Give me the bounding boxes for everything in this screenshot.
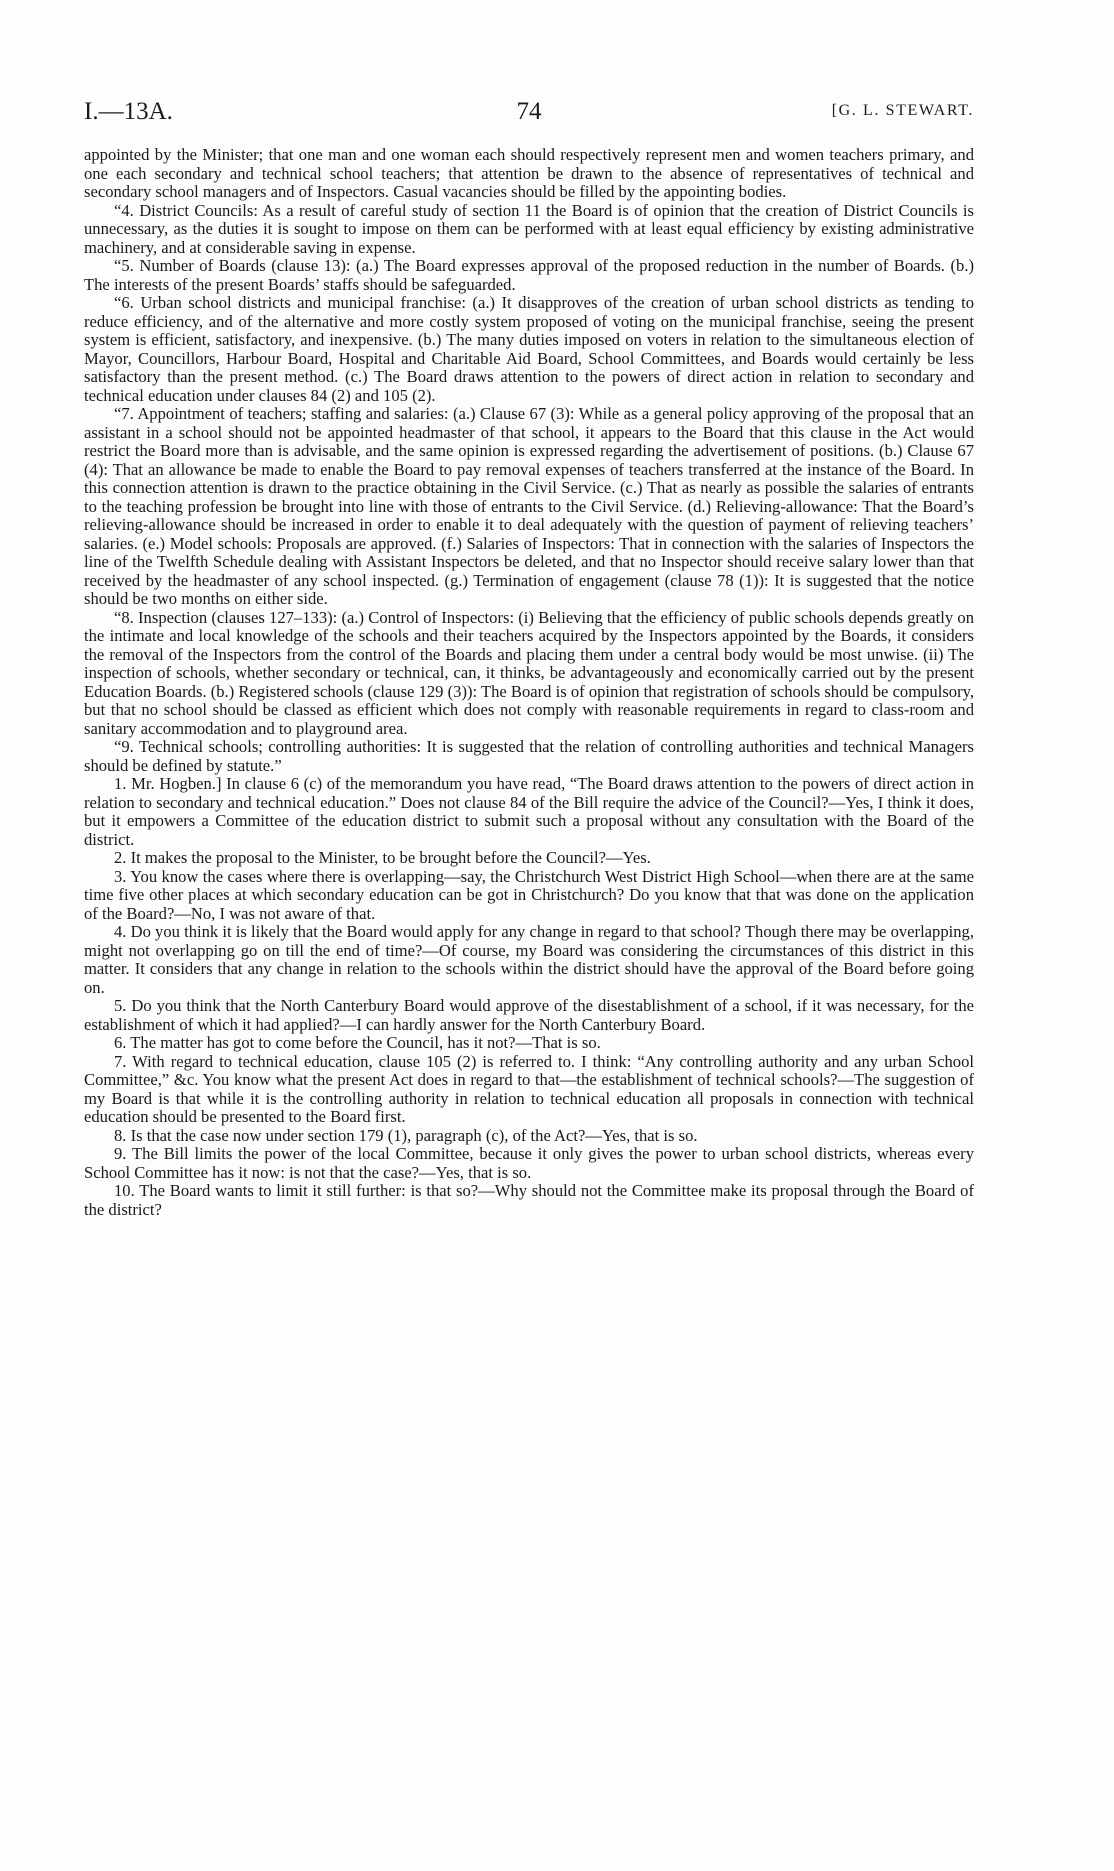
question-6: 6. The matter has got to come before the Council, has it not?—That is so. bbox=[114, 1033, 601, 1052]
paragraph-urban-school-districts: “6. Urban school districts and municipal franchise: (a.) It disapproves of the creation of urban school districts as tending to reduce efficiency, and of the alternative and more costly system proposed of voting on the municipal franchise, seeing the present system is efficient, satisfactory, and inexpensive. (b.) The many duties imposed on voters in relation to the simultaneous election of Mayor, Councillors, Harbour Board, Hospital and Charitable Aid Board, School Committees, and Boards would certainly be less satisfactory than the present method. (c.) The Board draws attention to the powers of direct action in relation to secondary and technical education under clauses 84 (2) and 105 (2). bbox=[84, 293, 974, 405]
question-4: 4. Do you think it is likely that the Board would apply for any change in regard to that school? Though there may be overlapping, might not overlapping go on till the end of time?—Of course, my Board was considering the circumstances of this district in this matter. It considers that any change in relation to the schools within the district should have the approval of the Board before going on. bbox=[84, 922, 974, 997]
question-9: 9. The Bill limits the power of the local Committee, because it only gives the power to urban school districts, whereas every School Committee has it now: is not that the case?—Yes, that is so. bbox=[84, 1144, 974, 1182]
paragraph-number-of-boards: “5. Number of Boards (clause 13): (a.) The Board expresses approval of the proposed reduction in the number of Boards. (b.) The interests of the present Boards’ staffs should be safeguarded. bbox=[84, 256, 974, 294]
paragraph-continuation: appointed by the Minister; that one man and one woman each should respectively represent men and women teachers primary, and one each secondary and technical school teachers; that attention be drawn to the absence of representatives of technical and secondary school managers and of Inspectors. Casual vacancies should be filled by the appointing bodies. bbox=[84, 145, 974, 201]
question-7: 7. With regard to technical education, clause 105 (2) is referred to. I think: “Any controlling authority and any urban School Committee,” &c. You know what the present Act does in regard to that—the establishment of technical schools?—The suggestion of my Board is that while it is the controlling authority in relation to technical education all proposals in connection with technical education should be presented to the Board first. bbox=[84, 1051, 974, 1126]
question-5: 5. Do you think that the North Canterbury Board would approve of the disestablishment of a school, if it was necessary, for the establishment of which it had applied?—I can hardly answer for the North Canterbury Board. bbox=[84, 996, 974, 1034]
question-3: 3. You know the cases where there is overlapping—say, the Christchurch West District High School—when there are at the same time five other places at which secondary education can be got in Christchurch? Do you know that that was done on the application of the Board?—No, I was not aware of that. bbox=[84, 866, 974, 923]
body-text bbox=[84, 146, 974, 1219]
question-10: 10. The Board wants to limit it still further: is that so?—Why should not the Committee make its proposal through the Board of the district? bbox=[84, 1181, 974, 1219]
header-witness-name: [G. L. STEWART. bbox=[831, 102, 974, 119]
paragraph-inspection: “8. Inspection (clauses 127–133): (a.) Control of Inspectors: (i) Believing that the efficiency of public schools depends greatly on the intimate and local knowledge of the schools and their teachers acquired by the Inspectors appointed by the Boards, it considers the removal of the Inspectors from the control of the Boards and placing them under a central body would be most unwise. (ii) The inspection of schools, whether secondary or technical, can, it thinks, be advantageously and economically carried out by the present Education Boards. (b.) Registered schools (clause 129 (3)): The Board is of opinion that registration of schools should be compulsory, but that no school should be classed as efficient which does not comply with reasonable requirements in regard to class-room and sanitary accommodation and to playground area. bbox=[84, 607, 974, 738]
header-reference: I.—13A. bbox=[84, 98, 173, 125]
page-number: 74 bbox=[516, 98, 542, 125]
paragraph-district-councils: “4. District Councils: As a result of careful study of section 11 the Board is of opinion that the creation of District Councils is unnecessary, as the duties it is sought to impose on them can be performed with at least equal efficiency by existing administrative machinery, and at considerable saving in expense. bbox=[84, 200, 974, 257]
paragraph-technical-schools: “9. Technical schools; controlling authorities: It is suggested that the relation of controlling authorities and technical Managers should be defined by statute.” bbox=[84, 737, 974, 775]
question-2: 2. It makes the proposal to the Minister, to be brought before the Council?—Yes. bbox=[114, 848, 651, 867]
question-1: 1. Mr. Hogben.] In clause 6 (c) of the memorandum you have read, “The Board draws attention to the powers of direct action in relation to secondary and technical education.” Does not clause 84 of the Bill require the advice of the Council?—Yes, I think it does, but it empowers a Committee of the education district to submit such a proposal without any consultation with the Board of the district. bbox=[84, 774, 974, 849]
paragraph-appointment-of-teachers: “7. Appointment of teachers; staffing and salaries: (a.) Clause 67 (3): While as a general policy approving of the proposal that an assistant in a school should not be appointed headmaster of that school, it appears to the Board that this clause in the Act would restrict the Board more than is advisable, and the same opinion is expressed regarding the advertisement of positions. (b.) Clause 67 (4): That an allowance be made to enable the Board to pay removal expenses of teachers transferred at the instance of the Board. In this connection attention is drawn to the practice obtaining in the Civil Service. (c.) That as nearly as possible the salaries of entrants to the teaching profession be brought into line with those of entrants to the Civil Service. (d.) Relieving-allowance: That the Board’s relieving-allowance should be increased in order to enable it to deal adequately with the question of payment of relieving teachers’ salaries. (e.) Model schools: Proposals are approved. (f.) Salaries of Inspectors: That in connection with the salaries of Inspectors the line of the Twelfth Schedule dealing with Assistant Inspectors be deleted, and that no Inspector should receive salary lower than that received by the headmaster of any school inspected. (g.) Termination of engagement (clause 78 (1)): It is suggested that the notice should be two months on either side. bbox=[84, 404, 974, 608]
question-8: 8. Is that the case now under section 179 (1), paragraph (c), of the Act?—Yes, that is so. bbox=[114, 1125, 698, 1145]
page-header bbox=[84, 98, 974, 128]
